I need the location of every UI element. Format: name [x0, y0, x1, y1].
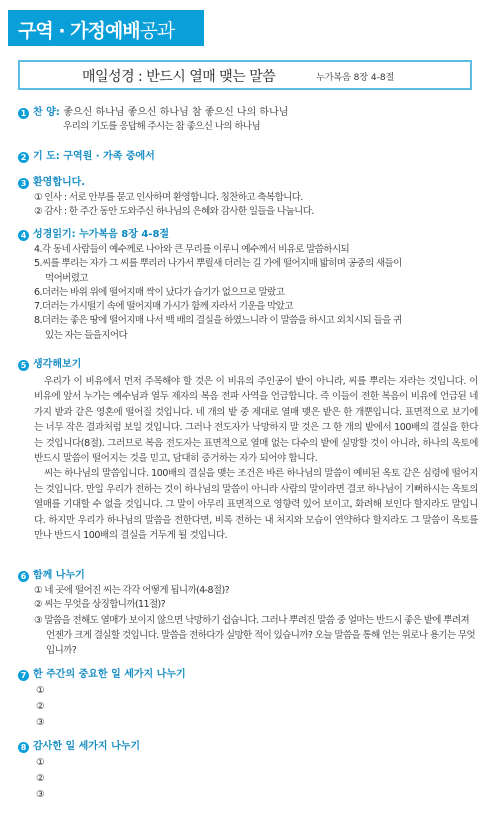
thanks-item-3: ③ [36, 789, 44, 800]
verse-8-cont: 있는 자는 들을지어다 [45, 329, 128, 341]
section-share [18, 569, 478, 658]
section-reading [18, 228, 478, 343]
section-label: 기 도: [33, 151, 60, 162]
weekly-item-2: ② [36, 701, 44, 712]
section-number: 8 [18, 742, 29, 753]
section-number: 2 [18, 152, 29, 163]
section-prayer [18, 150, 478, 164]
weekly-item-1: ① [36, 685, 44, 696]
thanks-item-1: ① [36, 757, 44, 768]
verse-5: 5.씨를 뿌리는 자가 그 씨를 뿌리러 나가서 뿌릴새 더러는 길 가에 떨어지매 밟히며 공중의 새들이 [34, 258, 402, 270]
reflect-paragraph-2: 씨는 하나님의 말씀입니다. 100배의 결실을 맺는 조건은 바른 하나님의 말씀이 예비된 옥토 같은 심령에 떨어지는 것입니다. 만일 우리가 전하는 것이 하나님의 말씀이 아니라 사람의 말이라면 결코 하나님이 기뻐하시는 옥토의 열매를 기대할 수 없을 것입니다. 그 말이 아무리 표면적으로 영향력 있어 보이고, 화려해 보인다 할지라도 말입니다. 하지만 우리가 하나님의 말씀을 전한다면, 비록 전하는 내 처지와 모습이 연약하다 할지라도 그 말씀이 옥토를 만나 반드시 100배의 결실을 거두게 될 것입니다. [34, 468, 478, 542]
title-light: 공과 [139, 20, 175, 42]
section-label: 감사한 일 세가지 나누기 [33, 741, 141, 752]
section-number: 7 [18, 670, 29, 681]
section-label: 생각해보기 [33, 359, 82, 370]
title-bold: 구역 · 가정예배 [18, 20, 140, 42]
header-band [8, 10, 204, 46]
section-number: 1 [18, 108, 29, 119]
weekly-item-3: ③ [36, 717, 44, 728]
section-number: 3 [18, 178, 29, 189]
share-question-2: ② 씨는 무엇을 상징합니까(11절)? [34, 599, 166, 611]
reflect-paragraph-1: 우리가 이 비유에서 먼저 주목해야 할 것은 이 비유의 주인공이 밭이 아니라, 씨를 뿌리는 자라는 것입니다. 이 비유에 앞서 누가는 예수님과 열두 제자의 복음 전파 사역을 언급합니다. 즉 이들이 전한 복음이 비유에 언급된 네 가지 밭과 같은 영혼에 떨어질 것입니다. 네 개의 밭 중 제대로 열매 맺은 밭은 한 개뿐입니다. 표면적으로 보기에는 너무 작은 결과처럼 보일 것입니다. 그러나 전도자가 낙망하지 말 것은 그 한 개의 밭에서 100배의 결실을 한다는 것입니다(8절). 그러므로 복음 전도자는 표면적으로 열매 없는 다수의 밭에 실망할 것이 아니라, 하나의 옥토에 반드시 말씀이 떨어지는 것을 믿고, 담대히 증거하는 자가 되어야 합니다. [34, 376, 478, 465]
verse-8: 8.더러는 좋은 땅에 떨어지매 나서 백 배의 결실을 하였느니라 이 말씀을 하시고 외치시되 들을 귀 [34, 315, 402, 327]
section-number: 5 [18, 360, 29, 371]
page-title [18, 16, 174, 43]
lesson-title-box [18, 60, 472, 90]
share-question-3: ③ 말씀을 전해도 열매가 보이지 않으면 낙망하기 쉽습니다. 그러나 뿌려진 말씀 중 얼마는 반드시 좋은 밭에 뿌려져 언젠가 크게 결실할 것입니다. 말씀을 전하다가 실망한 적이 있습니까? 오늘 말씀을 통해 얻는 위로나 용기는 무엇입니까? [34, 614, 476, 656]
welcome-item-1: ① 인사 : 서로 안부를 묻고 인사하며 환영합니다. 칭찬하고 축복합니다. [34, 192, 303, 203]
section-label: 찬 양: [33, 107, 60, 118]
section-welcome [18, 176, 478, 220]
section-label: 함께 나누기 [33, 570, 85, 581]
share-question-1: ① 네 곳에 떨어진 씨는 각각 어떻게 됩니까(4-8절)? [34, 585, 230, 596]
section-number: 6 [18, 571, 29, 582]
praise-line-1: 좋으신 하나님 좋으신 하나님 참 좋으신 나의 하나님 [63, 107, 289, 118]
section-praise [18, 106, 478, 134]
section-weekly-items [18, 668, 478, 731]
welcome-item-2: ② 감사 : 한 주간 동안 도와주신 하나님의 은혜와 감사한 일들을 나눕니다. [34, 206, 314, 218]
section-number: 4 [18, 230, 29, 241]
verse-7: 7.더러는 가시떨기 속에 떨어지매 가시가 함께 자라서 기운을 막았고 [34, 301, 293, 313]
lesson-title: 매일성경 : 반드시 열매 맺는 말씀 [82, 69, 276, 85]
section-label: 성경읽기: 누가복음 8장 4-8절 [33, 229, 170, 240]
section-label: 한 주간의 중요한 일 세가지 나누기 [33, 669, 186, 680]
prayer-text: 구역원 · 가족 중에서 [63, 151, 155, 162]
verse-6: 6.더러는 바위 위에 떨어지매 싹이 났다가 습기가 없으므로 말랐고 [34, 286, 285, 298]
praise-line-2: 우리의 기도를 응답해 주시는 참 좋으신 나의 하나님 [63, 121, 261, 132]
verse-4: 4.각 동네 사람들이 예수께로 나아와 큰 무리를 이루니 예수께서 비유로 말씀하시되 [34, 244, 350, 255]
section-thanks [18, 740, 478, 803]
verse-5-cont: 먹어버렸고 [45, 272, 88, 284]
section-reflect [18, 358, 478, 543]
scripture-reference: 누가복음 8장 4-8절 [316, 73, 395, 83]
thanks-item-2: ② [36, 773, 44, 784]
section-label: 환영합니다. [33, 177, 86, 188]
